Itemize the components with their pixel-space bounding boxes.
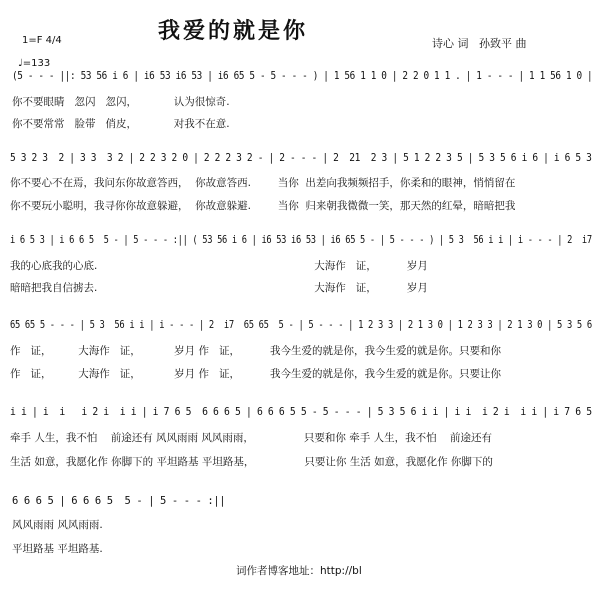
notation-line-4: 65 65 5 - - - | 5 3 56 i i | i - - - | 2 i7 65 65 5 - | 5 - - - | 1 2 3 3 | 2 1 3 0 | 1 2 3 3 | 2 1 3 0 | 5 3 5 6 [10, 319, 592, 331]
lyric-line-4a: 作 证， 大海作 证， 岁月 作 证， 我今生爱的就是你，我今生爱的就是你。只要和你 [10, 345, 501, 357]
lyric-line-3b: 暗暗把我自信掳去. 大海作 证， 岁月 [10, 282, 428, 294]
notation-line-1: (5 - - - ||: 53 56 i 6 | i6 53 i6 53 | i6 65 5 - 5 - - - ) | 1 56 1 1 0 | 2 2 0 1 1 . | 1 - - - | 1 1 56 1 0 | [12, 70, 593, 82]
lyric-line-1b: 你不要常常 脸带 俏皮， 对我不在意. [12, 118, 230, 130]
notation-line-6: 6 6 6 5 | 6 6 6 5 5 - | 5 - - - :|| [12, 495, 226, 507]
lyric-line-5a: 牵手 人生，我不怕 前途还有 风风雨雨 风风雨雨， 只要和你 牵手 人生，我不怕 前途还有 [10, 432, 492, 444]
tempo-mark: ♩=133 [18, 58, 51, 69]
lyric-line-6b: 平坦路基 平坦路基. [12, 543, 103, 555]
notation-line-3: i 6 5 3 | i 6 6 5 5 - | 5 - - - :|| ( 53 56 i 6 | i6 53 i6 53 | i6 65 5 - | 5 - - - ) | 5 3 56 i i | i - - - | 2 i7 [10, 234, 592, 246]
key-meter: 1=F 4/4 [22, 35, 62, 46]
lyric-line-2a: 你不要心不在焉，我问东你故意答西， 你故意答西. 当你 出差向我频频招手，你柔和的眼神，悄悄留在 [10, 177, 516, 189]
lyric-line-2b: 你不要玩小聪明，我寻你你故意躲避， 你故意躲避. 当你 归来朝我微微一笑，那天然的红晕，暗暗把我 [10, 200, 516, 212]
lyric-line-1a: 你不要眼睛 忽闪 忽闪， 认为很惊奇. [12, 96, 230, 108]
credits: 诗心 词 孙致平 曲 [432, 37, 527, 50]
blog-address: 词作者博客地址：http://bl [236, 565, 362, 577]
lyric-line-6a: 风风雨雨 风风雨雨. [12, 519, 103, 531]
lyric-line-4b: 作 证， 大海作 证， 岁月 作 证， 我今生爱的就是你，我今生爱的就是你。只要让你 [10, 368, 501, 380]
notation-line-2: 5 3 2 3 2 | 3 3 3 2 | 2 2 3 2 0 | 2 2 2 3 2 - | 2 - - - | 2 21 2 3 | 5 1 2 2 3 5 | 5 3 5 6 i 6 | i 6 5 3 [10, 152, 592, 164]
lyric-line-3a: 我的心底我的心底. 大海作 证， 岁月 [10, 260, 428, 272]
notation-line-5: i i | i i i 2 i i i | i 7 6 5 6 6 6 5 | 6 6 6 5 5 - 5 - - - | 5 3 5 6 i i | i i i 2 i i i | i 7 6 5 [10, 406, 592, 418]
lyric-line-5b: 生活 如意，我愿化作 你脚下的 平坦路基 平坦路基， 只要让你 生活 如意，我愿化作 你脚下的 [10, 456, 493, 468]
song-title: 我爱的就是你 [158, 18, 309, 44]
